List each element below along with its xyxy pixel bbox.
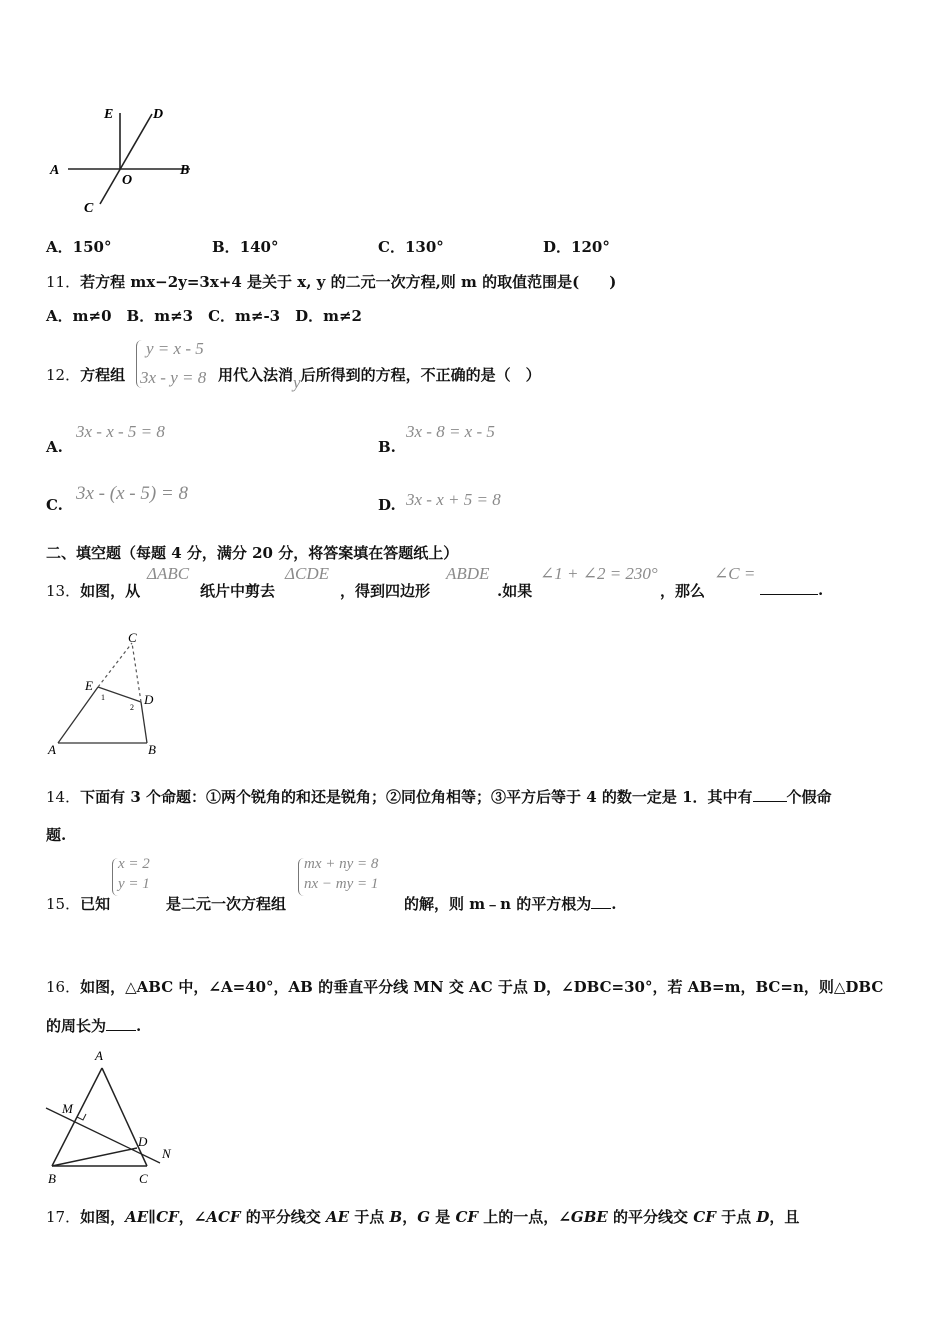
question-11: 11．若方程 mx−2y=3x+4 是关于 x, y 的二元一次方程,则 m 的取值范围是( ) [46,273,617,291]
q13-answer-blank[interactable]: . [760,580,823,599]
question-16: 16．如图，△ABC 中，∠A=40°，AB 的垂直平分线 MN 交 AC 于点 D，∠DBC=30°，若 AB=m，BC=n，则△DBC [46,978,884,996]
q13-math-abde: ABDE [446,564,490,583]
label-c: C [139,1171,148,1186]
angle-figure-q10 [40,100,210,220]
q13-math-angles: ∠1 + ∠2 = 230° [540,564,658,583]
label-a: A [48,742,56,757]
q15-text-post: 的解，则 m﹣n 的平方根为 . [404,895,617,913]
q15-solution-y: y = 1 [118,876,150,892]
q12-option-b-expr: 3x - 8 = x - 5 [406,422,495,441]
q13-text-3: ，得到四边形 [340,582,431,600]
q15-system-eq1: mx + ny = 8 [304,856,379,872]
question-14: 14．下面有 3 个命题：①两个锐角的和还是锐角；②同位角相等；③平方后等于 4 的数一定是 1．其中有 个假命 [46,788,832,806]
q13-text-5: ，那么 [660,582,706,600]
q10-option-b: B．140° [212,238,279,256]
label-o: O [122,173,133,188]
label-angle-1: 1 [101,693,105,702]
label-m: M [62,1101,73,1116]
q12-stem: 用代入法消y后所得到的方程，不正确的是（ ） [218,366,541,392]
q13-math-cde: ΔCDE [285,564,329,583]
q12-option-b-letter: B. [378,438,396,456]
label-b: B [148,742,156,757]
label-a: A [50,163,60,178]
q12-option-a-letter: A. [46,438,63,456]
q12-equation-2: 3x - y = 8 [140,368,207,387]
q14-answer-blank[interactable] [753,787,787,802]
q10-option-a: A．150° [46,238,112,256]
label-b: B [48,1171,56,1186]
question-17: 17．如图，AE∥CF，∠ACF 的平分线交 AE 于点 B，G 是 CF 上的一点，∠GBE 的平分线交 CF 于点 D，且 [46,1208,800,1226]
q12-option-a-expr: 3x - x - 5 = 8 [76,422,165,441]
q15-number: 15．已知 [46,895,111,913]
section-2-title: 二、填空题（每题 4 分，满分 20 分，将答案填在答题纸上） [46,544,459,562]
q13-text-2: 纸片中剪去 [200,582,276,600]
q15-system-eq2: nx − my = 1 [304,876,379,892]
q12-option-d-expr: 3x - x + 5 = 8 [406,490,501,509]
label-c: C [84,201,94,216]
q15-answer-blank[interactable] [591,894,611,909]
label-b: B [180,163,190,178]
q12-option-c-letter: C. [46,496,63,514]
q15-text-mid: 是二元一次方程组 [166,895,287,913]
q10-option-c: C．130° [378,238,444,256]
label-a: A [95,1048,103,1063]
q15-solution-x: x = 2 [118,856,150,872]
q11-options: A．m≠0 B．m≠3 C．m≠-3 D．m≠2 [46,307,362,325]
q12-option-c-expr: 3x - (x - 5) = 8 [76,483,188,504]
q16-answer-blank[interactable] [106,1016,136,1031]
label-e: E [104,107,114,122]
triangle-figure-q16 [40,1046,190,1190]
q13-math-abc: ΔABC [147,564,190,583]
q12-equation-1: y = x - 5 [146,339,204,358]
label-d: D [138,1134,148,1149]
line-cd [100,114,152,204]
q13-number: 13．如图，从 [46,582,141,600]
q13-math-c: ∠C = [714,564,756,583]
question-16-line-2: 的周长为 . [46,1017,142,1035]
q10-option-d: D．120° [543,238,610,256]
label-c: C [128,630,137,645]
triangle-figure-q13 [40,630,180,760]
label-d: D [144,692,154,707]
label-n: N [162,1146,171,1161]
label-e: E [85,678,93,693]
label-angle-2: 2 [130,703,134,712]
question-14-line-2: 题. [46,826,67,844]
q12-number: 12．方程组 [46,366,126,384]
q12-option-d-letter: D. [378,496,396,514]
q13-text-4: .如果 [497,582,533,600]
label-d: D [153,107,164,122]
